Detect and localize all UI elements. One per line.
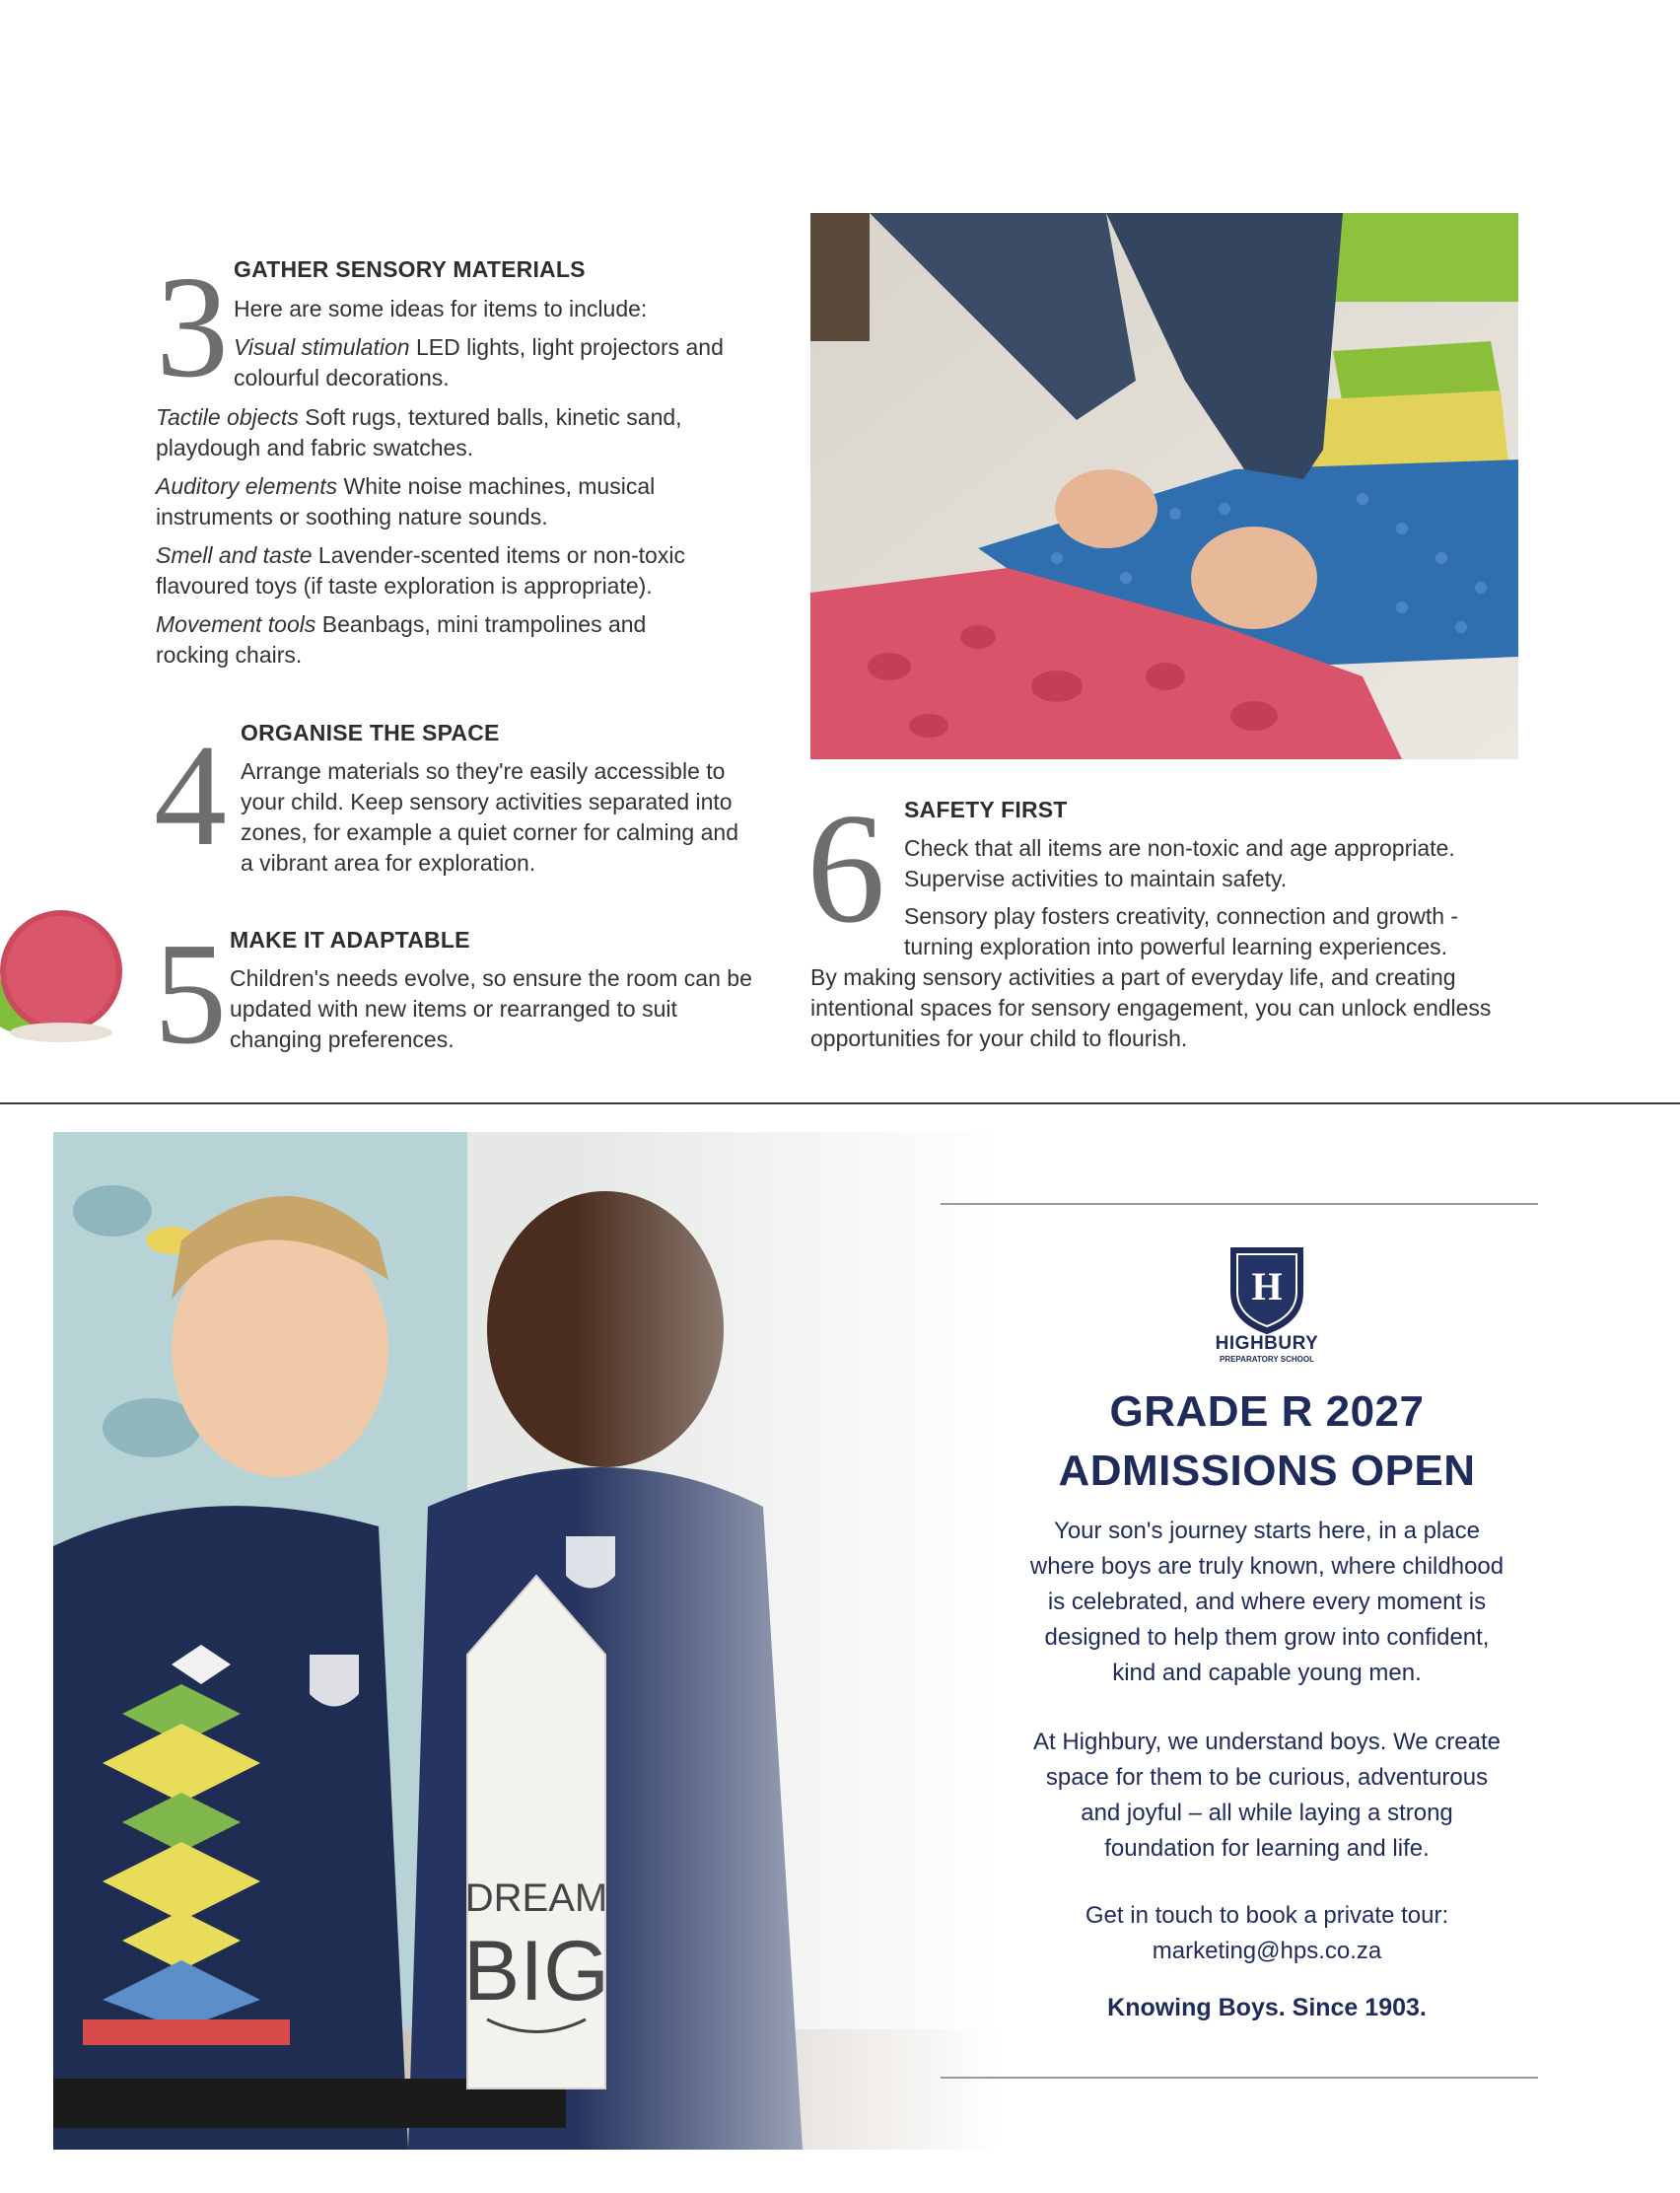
section-4-heading: ORGANISE THE SPACE [241,720,500,745]
section-3-item-visual [234,332,727,393]
section-6-text-1: Check that all items are non-toxic and age appropriate. Supervise activities to maintain safety. [904,835,1455,891]
section-6-text-2: Sensory play fosters creativity, connection and growth - turning exploration into powerful learning experiences. [904,903,1459,959]
ad-paragraph-2-line: foundation for learning and life. [1104,1835,1430,1862]
item-text: Soft rugs, textured balls, kinetic sand, playdough and fabric swatches. [156,404,682,460]
ad-contact-email[interactable]: marketing@hps.co.za [1152,1938,1382,1964]
ad-paragraph-1-line: where boys are truly known, where childhood [1029,1553,1505,1580]
item-term: Movement tools [156,611,316,637]
crest-letter: H [1251,1264,1283,1309]
ad-bottom-rule [941,2077,1538,2079]
ad-paragraph-2-line: and joyful – all while laying a strong [1081,1800,1453,1826]
item-term: Tactile objects [156,404,299,430]
ad-paragraph-1 [976,1514,1558,1691]
section-5-heading: MAKE IT ADAPTABLE [230,927,470,953]
item-term: Smell and taste [156,542,313,568]
item-term: Auditory elements [156,473,338,499]
page-divider [0,1102,1680,1104]
section-3-heading: GATHER SENSORY MATERIALS [234,256,586,282]
section-4-text: Arrange materials so they're easily accessible to your child. Keep sensory activities separated into zones, for example a quiet corner for calming and a vibrant area for exploration. [241,758,738,876]
section-6-numeral: 6 [806,780,885,955]
section-5-text: Children's needs evolve, so ensure the room can be updated with new items or rearranged to suit changing preferences. [230,965,752,1052]
section-3-item-smell [156,540,728,601]
school-name: HIGHBURY [1215,1333,1319,1354]
section-6-heading: SAFETY FIRST [904,797,1068,822]
ad-tagline: Knowing Boys. Since 1903. [1107,1994,1427,2021]
ad-contact-line: Get in touch to book a private tour: [1085,1902,1449,1929]
ad-paragraph-2-line: space for them to be curious, adventurous [1045,1764,1489,1791]
section-3-numeral: 3 [156,247,229,408]
ad-photo-boys [53,1132,1000,2150]
item-text: White noise machines, musical instruments or soothing nature sounds. [156,473,656,530]
sensory-mat-photo [810,213,1518,759]
section-3-item-movement [156,609,708,671]
section-3-intro: Here are some ideas for items to include: [234,296,648,321]
ad-paragraph-1-line: designed to help them grow into confident, [1044,1624,1490,1651]
highbury-crest-icon [1227,1244,1306,1335]
sensory-mat-illustration [810,213,1518,759]
section-4-numeral: 4 [154,715,227,877]
section-5-numeral: 5 [154,913,227,1075]
ad-contact [976,1898,1558,1969]
wooden-toy-decoration [0,902,128,1050]
item-text: Beanbags, mini trampolines and rocking chairs. [156,611,647,668]
item-text: LED lights, light projectors and colourful decorations. [234,334,724,390]
section-3-item-auditory [156,471,728,532]
ad-headline-line2: ADMISSIONS OPEN [1058,1447,1476,1495]
ad-paragraph-1-line: Your son's journey starts here, in a place [1054,1518,1480,1544]
item-text: Lavender-scented items or non-toxic flavoured toys (if taste exploration is appropriate). [156,542,685,599]
section-6-text-3: By making sensory activities a part of everyday life, and creating intentional spaces for sensory engagement, you can unlock endless opportunities for your child to flourish. [810,964,1492,1051]
item-term: Visual stimulation [234,334,410,360]
section-3-item-tactile [156,402,728,463]
ad-paragraph-2 [976,1725,1558,1867]
boys-building-blocks-illustration [53,1132,1000,2150]
ad-headline-line1: GRADE R 2027 [1109,1387,1425,1436]
ad-top-rule [941,1203,1538,1205]
ad-paragraph-2-line: At Highbury, we understand boys. We create [1032,1729,1502,1755]
ad-paragraph-1-line: is celebrated, and where every moment is [1047,1589,1487,1615]
ad-paragraph-1-line: kind and capable young men. [1112,1660,1422,1686]
school-subtitle: PREPARATORY SCHOOL [1219,1355,1314,1364]
